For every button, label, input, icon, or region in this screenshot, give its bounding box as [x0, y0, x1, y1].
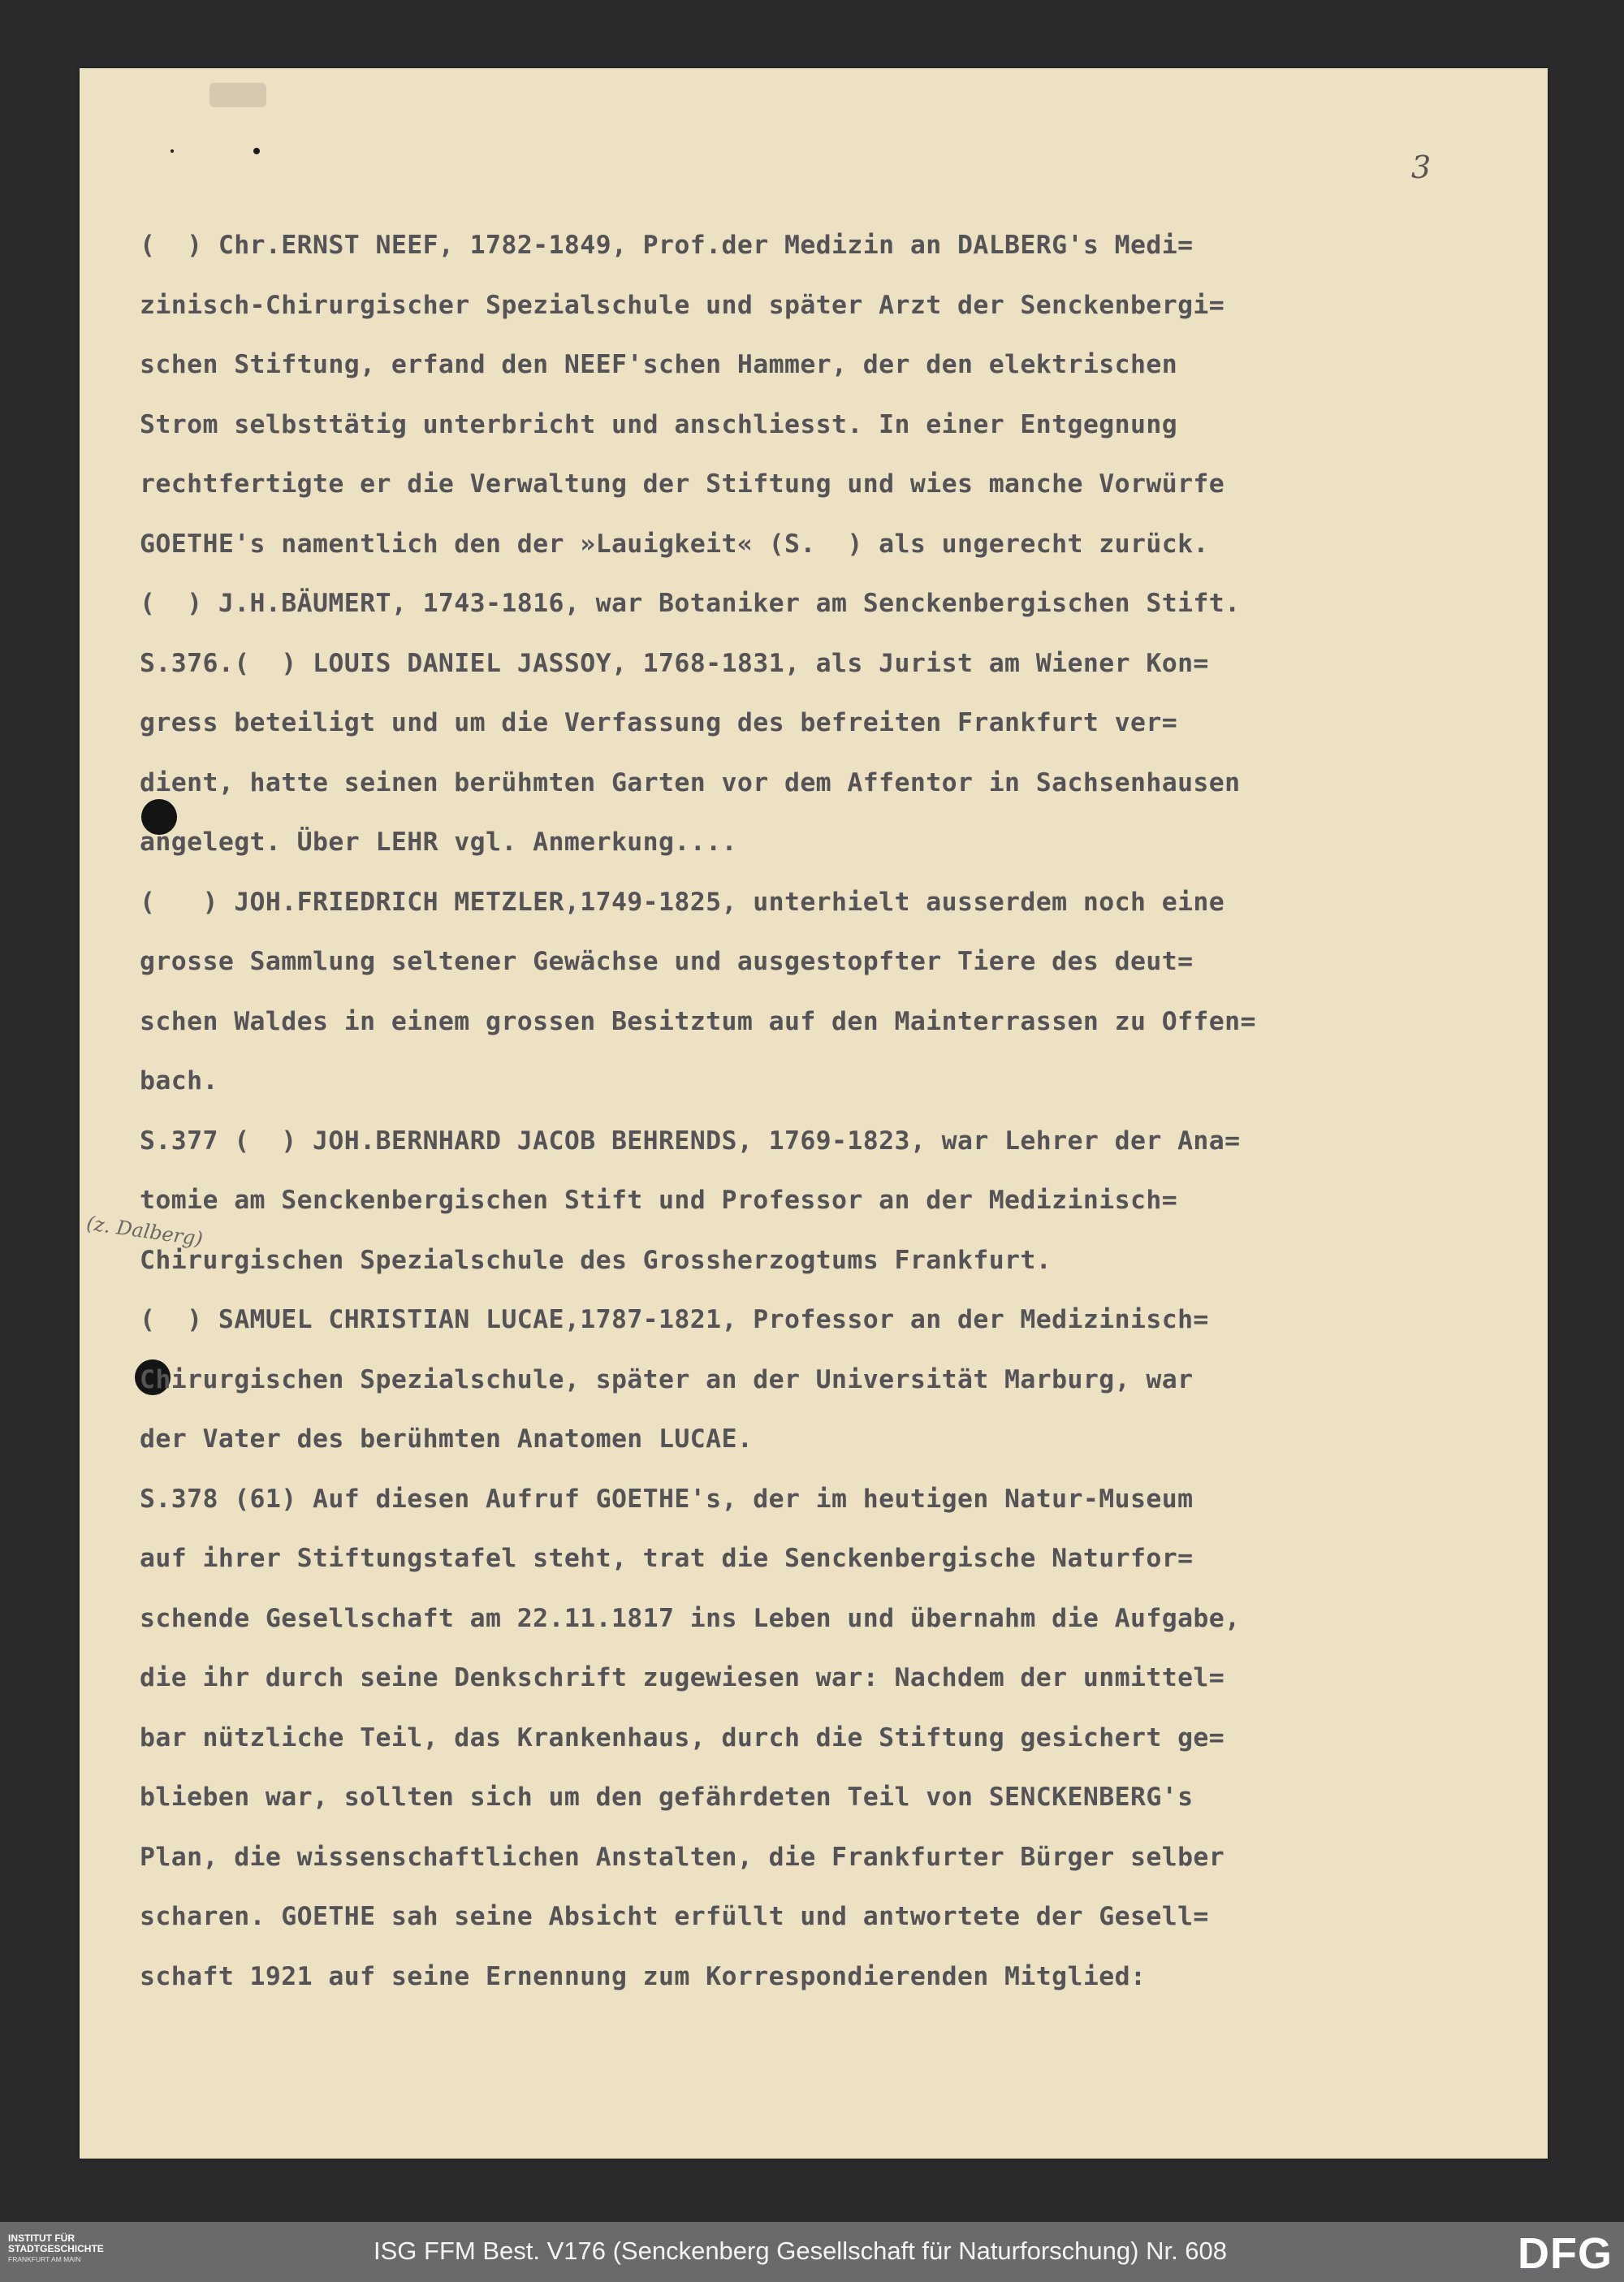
text-line: Plan, die wissenschaftlichen Anstalten, die Frankfurter Bürger selber [140, 1842, 1225, 1872]
text-line: S.378 (61) Auf diesen Aufruf GOETHE's, der im heutigen Natur-Museum [140, 1484, 1194, 1514]
dfg-logo: DFG [1518, 2229, 1613, 2278]
text-line: bar nützliche Teil, das Krankenhaus, durch die Stiftung gesichert ge= [140, 1722, 1225, 1753]
institute-logo-line1: INSTITUT FÜR [8, 2232, 75, 2244]
text-line: scharen. GOETHE sah seine Absicht erfüllt und antwortete der Gesell= [140, 1902, 1209, 1931]
institute-logo-line2: STADTGESCHICHTE [8, 2243, 104, 2254]
text-line: grosse Sammlung seltener Gewächse und ausgestopfter Tiere des deut= [140, 947, 1194, 976]
text-line: ( ) JOH.FRIEDRICH METZLER,1749-1825, unterhielt ausserdem noch eine [140, 887, 1225, 917]
margin-note: (z. Dalberg) [84, 1212, 205, 1251]
text-line: gress beteiligt und um die Verfassung des befreiten Frankfurt ver= [140, 708, 1178, 737]
ink-speck [171, 149, 174, 153]
text-line: schende Gesellschaft am 22.11.1817 ins Leben und übernahm die Aufgabe, [140, 1603, 1241, 1633]
text-line: blieben war, sollten sich um den gefährdeten Teil von SENCKENBERG's [140, 1783, 1194, 1812]
ink-speck [253, 148, 260, 154]
text-line: Chirurgischen Spezialschule, später an der Universität Marburg, war [140, 1364, 1194, 1394]
archive-footer [0, 2222, 1624, 2282]
institute-logo-line3: FRANKFURT AM MAIN [8, 2255, 81, 2263]
institute-logo [8, 2233, 104, 2265]
archive-caption: ISG FFM Best. V176 (Senckenberg Gesellschaft für Naturforschung) Nr. 608 [374, 2237, 1228, 2265]
text-line: GOETHE's namentlich den der »Lauigkeit« (S. ) als ungerecht zurück. [140, 529, 1209, 559]
text-line: schen Stiftung, erfand den NEEF'schen Hammer, der den elektrischen [140, 350, 1178, 379]
text-line: S.377 ( ) JOH.BERNHARD JACOB BEHRENDS, 1769-1823, war Lehrer der Ana= [140, 1126, 1241, 1156]
text-line: ( ) SAMUEL CHRISTIAN LUCAE,1787-1821, Professor an der Medizinisch= [140, 1305, 1209, 1334]
text-line: ( ) Chr.ERNST NEEF, 1782-1849, Prof.der Medizin an DALBERG's Medi= [140, 231, 1194, 260]
text-line: tomie am Senckenbergischen Stift und Professor an der Medizinisch= [140, 1186, 1178, 1215]
text-line: Strom selbsttätig unterbricht und anschliesst. In einer Entgegnung [140, 409, 1178, 439]
text-line: schen Waldes in einem grossen Besitztum auf den Mainterrassen zu Offen= [140, 1006, 1256, 1036]
text-line: bach. [140, 1066, 218, 1096]
text-line: S.376.( ) LOUIS DANIEL JASSOY, 1768-1831, als Jurist am Wiener Kon= [140, 648, 1209, 678]
text-line: rechtfertigte er die Verwaltung der Stiftung und wies manche Vorwürfe [140, 469, 1225, 499]
text-line: schaft 1921 auf seine Ernennung zum Korrespondierenden Mitglied: [140, 1961, 1147, 1991]
text-line: auf ihrer Stiftungstafel steht, trat die Senckenbergische Naturfor= [140, 1544, 1194, 1573]
text-line: dient, hatte seinen berühmten Garten vor dem Affentor in Sachsenhausen [140, 767, 1241, 797]
stamp-smudge [209, 83, 266, 107]
text-line: angelegt. Über LEHR vgl. Anmerkung.... [140, 828, 737, 857]
text-line: ( ) J.H.BÄUMERT, 1743-1816, war Botaniker am Senckenbergischen Stift. [140, 589, 1241, 618]
typed-text-body [140, 216, 1455, 2007]
text-line: der Vater des berühmten Anatomen LUCAE. [140, 1424, 754, 1454]
text-line: Chirurgischen Spezialschule des Grossherzogtums Frankfurt. [140, 1245, 1052, 1275]
page-number: 3 [1411, 149, 1432, 185]
text-line: zinisch-Chirurgischer Spezialschule und später Arzt der Senckenbergi= [140, 290, 1225, 320]
text-line: die ihr durch seine Denkschrift zugewiesen war: Nachdem der unmittel= [140, 1663, 1225, 1692]
